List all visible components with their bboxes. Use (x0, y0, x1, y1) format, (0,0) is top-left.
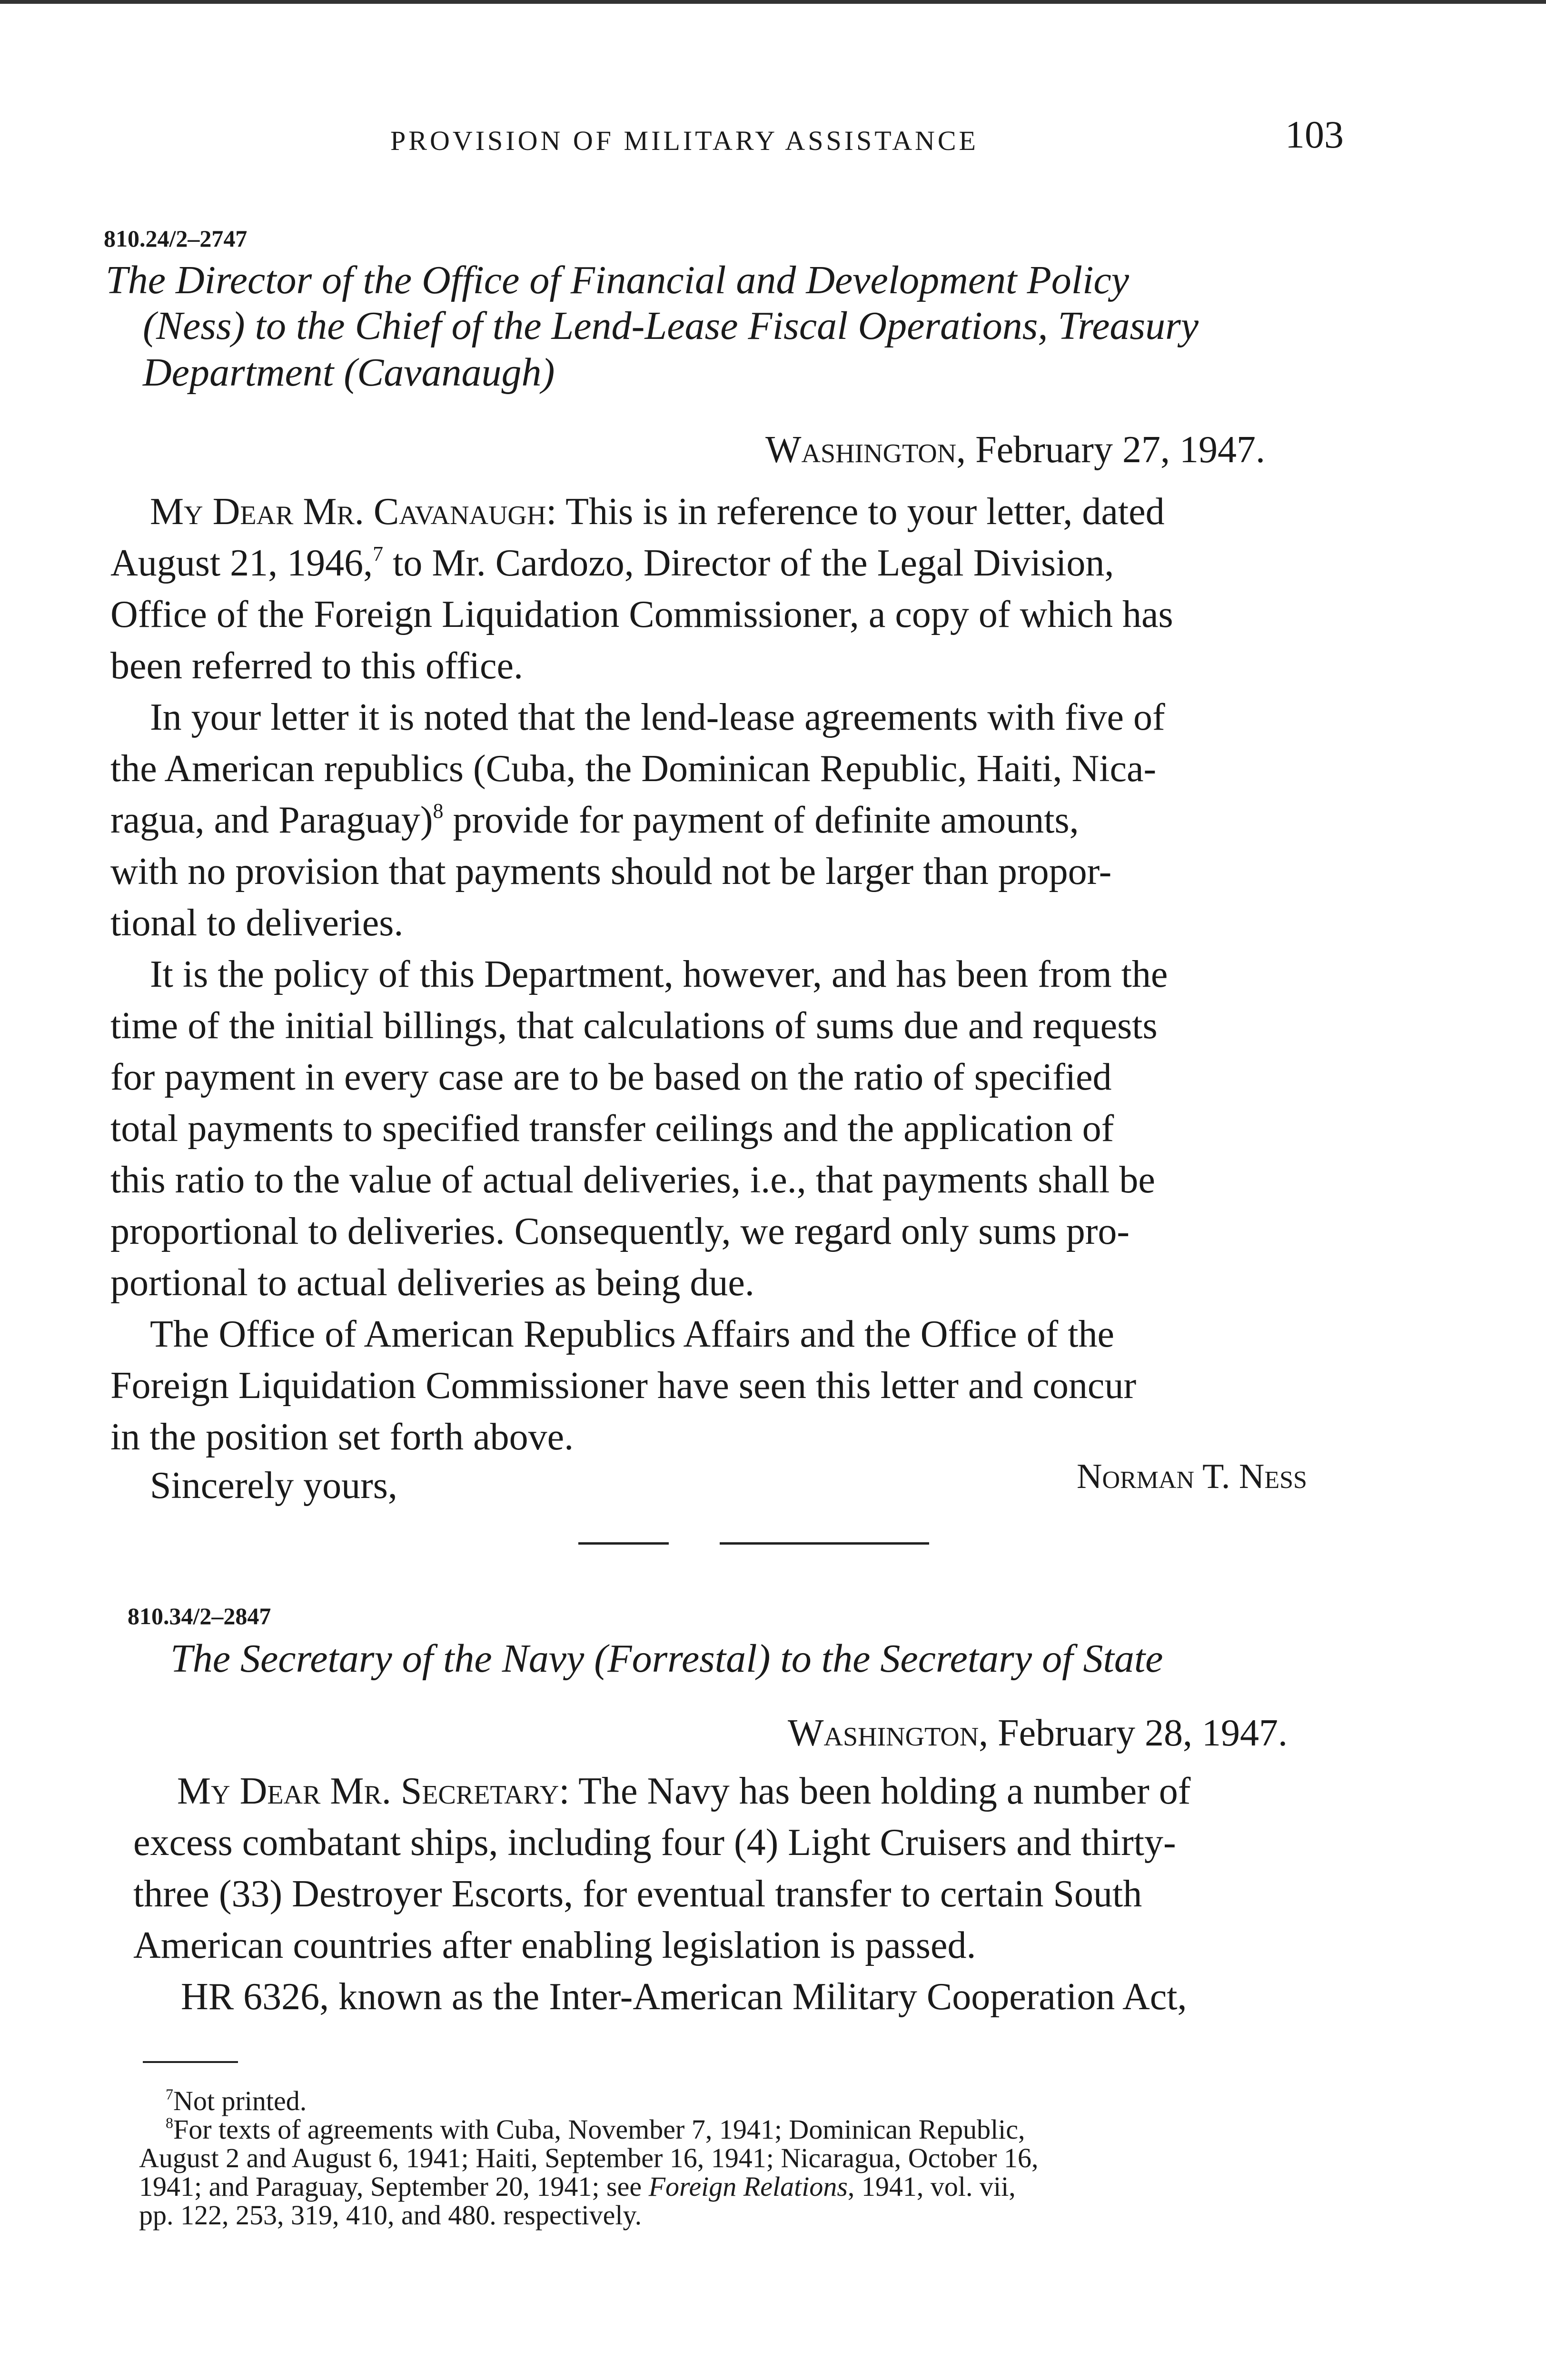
closing: Sincerely yours, (150, 1465, 397, 1507)
text-run: 1941; and Paraguay, September 20, 1941; see (139, 2171, 649, 2202)
footnote-8-line-3 (139, 2171, 1016, 2202)
text-run: : The Navy has been holding a number of (559, 1770, 1191, 1812)
paragraph-2-line-2: the American republics (Cuba, the Dominican Republic, Haiti, Nica- (110, 748, 1157, 790)
paragraph-2-line-1: In your letter it is noted that the lend-lease agreements with five of (150, 696, 1165, 738)
paragraph-5-line-3: three (33) Destroyer Escorts, for eventual transfer to certain South (133, 1873, 1142, 1915)
paragraph-3-line-5: this ratio to the value of actual deliveries, i.e., that payments shall be (110, 1159, 1155, 1201)
paragraph-2-line-5: tional to deliveries. (110, 902, 404, 944)
paragraph-1-line-2 (110, 542, 1114, 585)
salutation: My Dear Mr. Secretary (177, 1770, 559, 1812)
dateline-place: Washington (765, 429, 957, 471)
text-run: Not printed. (173, 2085, 307, 2116)
paragraph-3-line-1: It is the policy of this Department, however, and has been from the (150, 953, 1168, 995)
footnote-ref-8: 8 (433, 799, 444, 823)
heading-1-line-3: Department (Cavanaugh) (143, 350, 555, 395)
footnote-mark-7: 7 (166, 2086, 173, 2103)
separator-rule-left (578, 1542, 669, 1545)
separator-rule-right (720, 1542, 929, 1545)
paragraph-3-line-7: portional to actual deliveries as being due. (110, 1262, 754, 1304)
italic-title: Foreign Relations (648, 2171, 848, 2202)
paragraph-5-line-4: American countries after enabling legislation is passed. (133, 1924, 976, 1966)
paragraph-5-line-2: excess combatant ships, including four (4) Light Cruisers and thirty- (133, 1822, 1176, 1864)
dateline-date: , February 28, 1947. (979, 1712, 1288, 1754)
dateline-2 (788, 1712, 1288, 1755)
dateline-place: Washington (788, 1712, 979, 1754)
top-border-line (0, 0, 1546, 4)
text-run: provide for payment of definite amounts, (443, 799, 1079, 841)
paragraph-4-line-3: in the position set forth above. (110, 1416, 574, 1458)
text-run: For texts of agreements with Cuba, November 7, 1941; Dominican Republic, (173, 2114, 1025, 2145)
signature: Norman T. Ness (1077, 1457, 1307, 1496)
paragraph-2-line-4: with no provision that payments should not be larger than propor- (110, 851, 1112, 892)
footnote-rule (143, 2061, 238, 2063)
paragraph-1-line-3: Office of the Foreign Liquidation Commissioner, a copy of which has (110, 594, 1173, 635)
paragraph-1-line-1 (150, 490, 1165, 534)
paragraph-3-line-6: proportional to deliveries. Consequently, we regard only sums pro- (110, 1210, 1130, 1252)
paragraph-3-line-3: for payment in every case are to be based on the ratio of specified (110, 1056, 1112, 1098)
footnote-8-line-4: pp. 122, 253, 319, 410, and 480. respectively. (139, 2200, 642, 2231)
page-number: 103 (1285, 113, 1344, 156)
text-run: , 1941, vol. vii, (847, 2171, 1016, 2202)
dateline-1 (765, 428, 1265, 472)
footnote-ref-7: 7 (373, 542, 384, 566)
footnote-8-line-1 (166, 2113, 1025, 2145)
text-run: ragua, and Paraguay) (110, 799, 433, 841)
running-header: PROVISION OF MILITARY ASSISTANCE (390, 125, 979, 156)
heading-2: The Secretary of the Navy (Forrestal) to the Secretary of State (170, 1636, 1163, 1681)
text-run: to Mr. Cardozo, Director of the Legal Division, (383, 542, 1114, 584)
paragraph-5-line-1 (177, 1770, 1190, 1813)
paragraph-6-line-1: HR 6326, known as the Inter-American Military Cooperation Act, (181, 1976, 1187, 2018)
heading-1-line-2: (Ness) to the Chief of the Lend-Lease Fiscal Operations, Treasury (143, 304, 1199, 348)
text-run: : This is in reference to your letter, dated (546, 491, 1165, 533)
paragraph-2-line-3 (110, 799, 1079, 842)
paragraph-4-line-1: The Office of American Republics Affairs and the Office of the (150, 1313, 1114, 1355)
file-number-1: 810.24/2–2747 (104, 225, 248, 252)
heading-1-line-1: The Director of the Office of Financial and Development Policy (106, 258, 1129, 302)
footnote-7 (166, 2085, 307, 2117)
dateline-date: , February 27, 1947. (956, 429, 1265, 471)
text-run: August 21, 1946, (110, 542, 373, 584)
paragraph-3-line-2: time of the initial billings, that calculations of sums due and requests (110, 1005, 1158, 1047)
file-number-2: 810.34/2–2847 (128, 1603, 271, 1629)
paragraph-1-line-4: been referred to this office. (110, 645, 523, 687)
footnote-mark-8: 8 (166, 2114, 173, 2132)
paragraph-4-line-2: Foreign Liquidation Commissioner have seen this letter and concur (110, 1365, 1137, 1407)
paragraph-3-line-4: total payments to specified transfer ceilings and the application of (110, 1108, 1114, 1150)
salutation: My Dear Mr. Cavanaugh (150, 491, 546, 533)
footnote-8-line-2: August 2 and August 6, 1941; Haiti, September 16, 1941; Nicaragua, October 16, (139, 2142, 1039, 2173)
